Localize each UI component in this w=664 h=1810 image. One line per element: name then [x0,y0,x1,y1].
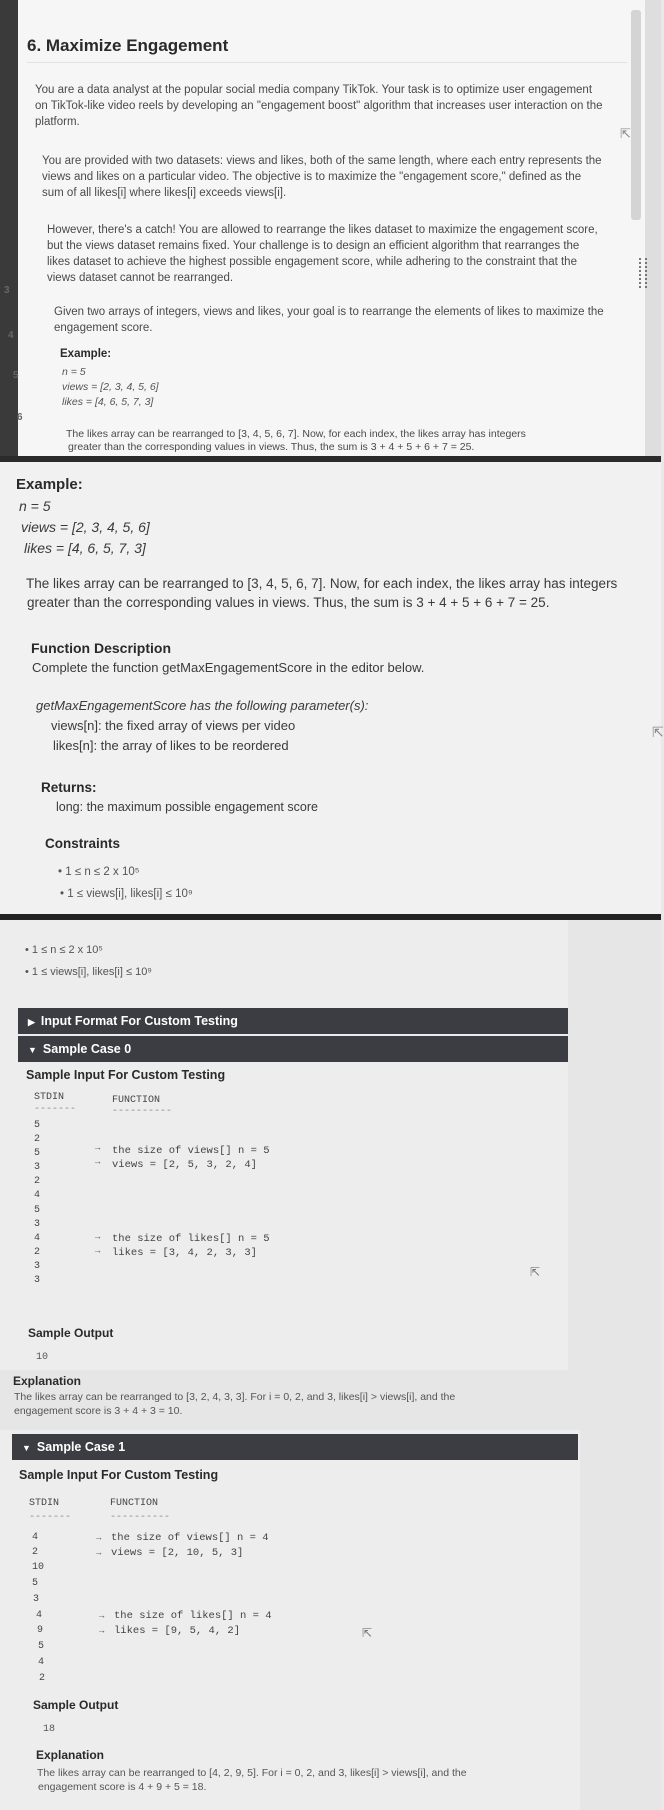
photo-2-function-description [0,462,664,920]
mouse-cursor-icon: ⇱ [652,724,664,740]
returns-heading: Returns: [41,780,97,795]
stdin-value: 3 [34,1275,41,1286]
stdin-value: 5 [32,1578,39,1589]
arrow-icon: → [97,1625,106,1635]
arrow-icon: → [93,1156,102,1166]
example-likes: likes = [4, 6, 5, 7, 3] [24,540,146,556]
stdin-value: 4 [34,1233,41,1244]
stdin-value: 2 [34,1134,41,1145]
params-intro: getMaxEngagementScore has the following parameter(s): [36,698,369,713]
stdin-value: 3 [33,1594,40,1605]
constraint-n: 1 ≤ n ≤ 2 x 10⁵ [65,866,140,878]
datasets-paragraph: You are provided with two datasets: views and likes, both of the same length, where each entry represents the views and likes on a particular video. The objective is to maximize the "engagement score," defined as the sum of all likes[i] where likes[i] exceeds views[i]. [42,155,602,199]
stdin-value: 2 [34,1247,41,1258]
arrow-icon: → [93,1142,102,1152]
goal-paragraph: Given two arrays of integers, views and likes, your goal is to rearrange the elements of likes to maximize the engagement score. [54,306,604,334]
arrow-icon: → [94,1532,103,1542]
explanation-line: The likes array can be rearranged to [3, 2, 4, 3, 3]. For i = 0, 2, and 3, likes[i] > views[i], and the [14,1391,456,1403]
stdin-value: 3 [34,1162,41,1173]
stdin-value: 3 [34,1261,41,1272]
stdin-value: 4 [38,1657,45,1668]
explanation-line: The likes array can be rearranged to [4, 2, 9, 5]. For i = 0, 2, and 3, likes[i] > views[i], and the [37,1767,467,1779]
stdin-value: 5 [34,1148,41,1159]
catch-paragraph: However, there's a catch! You are allowed to rearrange the likes dataset to maximize the engagement score, but the views dataset remains fixed. Your challenge is to design an efficient algorithm that rearranges the likes dataset to achieve the highest possible engagement score, while adhering to the constraint that the views dataset cannot be rearranged. [47,224,598,284]
arrow-icon: → [94,1547,103,1557]
function-line: the size of views[] n = 5 [112,1145,270,1157]
resize-handle[interactable] [639,258,647,288]
gutter-number: 6 [17,412,23,423]
sample-input-heading: Sample Input For Custom Testing [26,1068,226,1082]
intro-paragraph: You are a data analyst at the popular social media company TikTok. Your task is to optimize user engagement on TikTok-like video reels by developing an "engagement boost" algorithm that increases user interaction on the platform. [35,84,603,128]
function-description-heading: Function Description [31,640,171,656]
mouse-cursor-icon: ⇱ [362,1626,373,1640]
example-explanation-line: The likes array can be rearranged to [3, 4, 5, 6, 7]. Now, for each index, the likes array has integers [26,576,618,591]
function-underline: ---------- [112,1106,173,1117]
example-likes: likes = [4, 6, 5, 7, 3] [62,396,154,408]
constraint-item: • 1 ≤ n ≤ 2 x 10⁵ [58,866,140,878]
constraint-n: 1 ≤ n ≤ 2 x 10⁵ [31,944,103,956]
photo-3-sample-cases [0,920,661,1810]
stdin-underline: ------- [34,1104,77,1115]
function-line: views = [2, 5, 3, 2, 4] [112,1159,257,1171]
stdin-value: 4 [36,1610,43,1621]
function-line: the size of views[] n = 4 [111,1532,269,1544]
stdin-underline: ------- [29,1512,72,1523]
gutter-number: 3 [4,285,10,296]
example-explanation-line: The likes array can be rearranged to [3, 4, 5, 6, 7]. Now, for each index, the likes array has integers [66,428,526,440]
example-views: views = [2, 3, 4, 5, 6] [62,381,159,393]
stdin-value: 2 [34,1176,41,1187]
function-line: likes = [3, 4, 2, 3, 3] [112,1247,257,1259]
triangle-right-icon: ▶ [28,1017,35,1027]
stdin-value: 2 [32,1547,39,1558]
sample-output-heading: Sample Output [28,1326,114,1340]
function-line: views = [2, 10, 5, 3] [111,1547,244,1559]
stdin-value: 3 [34,1219,41,1230]
title-divider [27,62,627,63]
explanation-line: engagement score is 3 + 4 + 3 = 10. [14,1405,183,1417]
function-description-text: Complete the function getMaxEngagementScore in the editor below. [32,660,425,675]
function-underline: ---------- [110,1512,171,1523]
param-likes: likes[n]: the array of likes to be reordered [53,738,289,753]
sample-output-value: 10 [36,1352,49,1363]
example-views: views = [2, 3, 4, 5, 6] [21,519,150,535]
function-column-header: FUNCTION [110,1498,159,1509]
triangle-down-icon: ▼ [28,1045,37,1055]
stdin-value: 2 [39,1673,46,1684]
stdin-value: 10 [32,1562,45,1573]
stdin-value: 5 [34,1205,41,1216]
sample-panel-0 [0,920,568,1370]
stdin-value: 4 [32,1532,39,1543]
sample-input-heading: Sample Input For Custom Testing [19,1468,219,1482]
explanation-heading: Explanation [36,1748,105,1762]
line-number-gutter [0,0,30,462]
sample-case-0-label: Sample Case 0 [42,1042,132,1056]
stdin-value: 9 [37,1625,44,1636]
explanation-heading: Explanation [13,1374,82,1388]
sample-output-heading: Sample Output [33,1698,119,1712]
sample-case-1-label: Sample Case 1 [36,1440,126,1454]
example-explanation-line: greater than the corresponding values in views. Thus, the sum is 3 + 4 + 5 + 6 + 7 = 25. [68,441,475,453]
input-format-toggle[interactable] [18,1008,568,1034]
returns-text: long: the maximum possible engagement score [56,800,318,814]
sample-output-value: 18 [43,1724,56,1735]
photo-1-problem-statement [0,0,661,462]
arrow-icon: → [97,1610,106,1620]
function-line: likes = [9, 5, 4, 2] [114,1625,241,1637]
function-line: the size of likes[] n = 4 [114,1610,272,1622]
input-format-label: Input Format For Custom Testing [40,1014,238,1028]
mouse-cursor-icon: ⇱ [530,1265,541,1279]
example-explanation-line: greater than the corresponding values in views. Thus, the sum is 3 + 4 + 5 + 6 + 7 = 25. [27,595,550,610]
scrollbar-thumb[interactable] [631,10,641,220]
constraints-heading: Constraints [45,836,121,851]
example-heading: Example: [60,348,112,360]
param-views: views[n]: the fixed array of views per video [51,718,296,733]
example-heading: Example: [16,476,83,493]
stdin-value: 5 [38,1641,45,1652]
gutter-number: 5 [13,370,19,381]
example-n: n = 5 [19,498,51,514]
constraint-item: • 1 ≤ views[i], likes[i] ≤ 10⁹ [60,888,193,900]
constraint-values: 1 ≤ views[i], likes[i] ≤ 10⁹ [31,966,153,978]
function-line: the size of likes[] n = 5 [112,1233,270,1245]
explanation-line: engagement score is 4 + 9 + 5 = 18. [38,1781,207,1793]
example-n: n = 5 [62,366,86,378]
constraint-item: • 1 ≤ n ≤ 2 x 10⁵ [25,944,103,956]
arrow-icon: → [93,1245,102,1255]
triangle-down-icon: ▼ [22,1443,31,1453]
constraint-values: 1 ≤ views[i], likes[i] ≤ 10⁹ [67,888,193,900]
stdin-value: 5 [34,1120,41,1131]
stdin-column-header: STDIN [34,1092,65,1103]
sample-case-1-toggle[interactable] [12,1434,578,1460]
arrow-icon: → [93,1231,102,1241]
problem-title: 6. Maximize Engagement [27,36,229,55]
constraint-item: • 1 ≤ views[i], likes[i] ≤ 10⁹ [25,966,153,978]
mouse-cursor-icon: ⇱ [620,126,631,141]
gutter-number: 4 [8,330,14,341]
sample-case-0-toggle[interactable] [18,1036,568,1062]
stdin-column-header: STDIN [29,1498,60,1509]
stdin-value: 4 [34,1190,41,1201]
function-column-header: FUNCTION [112,1095,161,1106]
